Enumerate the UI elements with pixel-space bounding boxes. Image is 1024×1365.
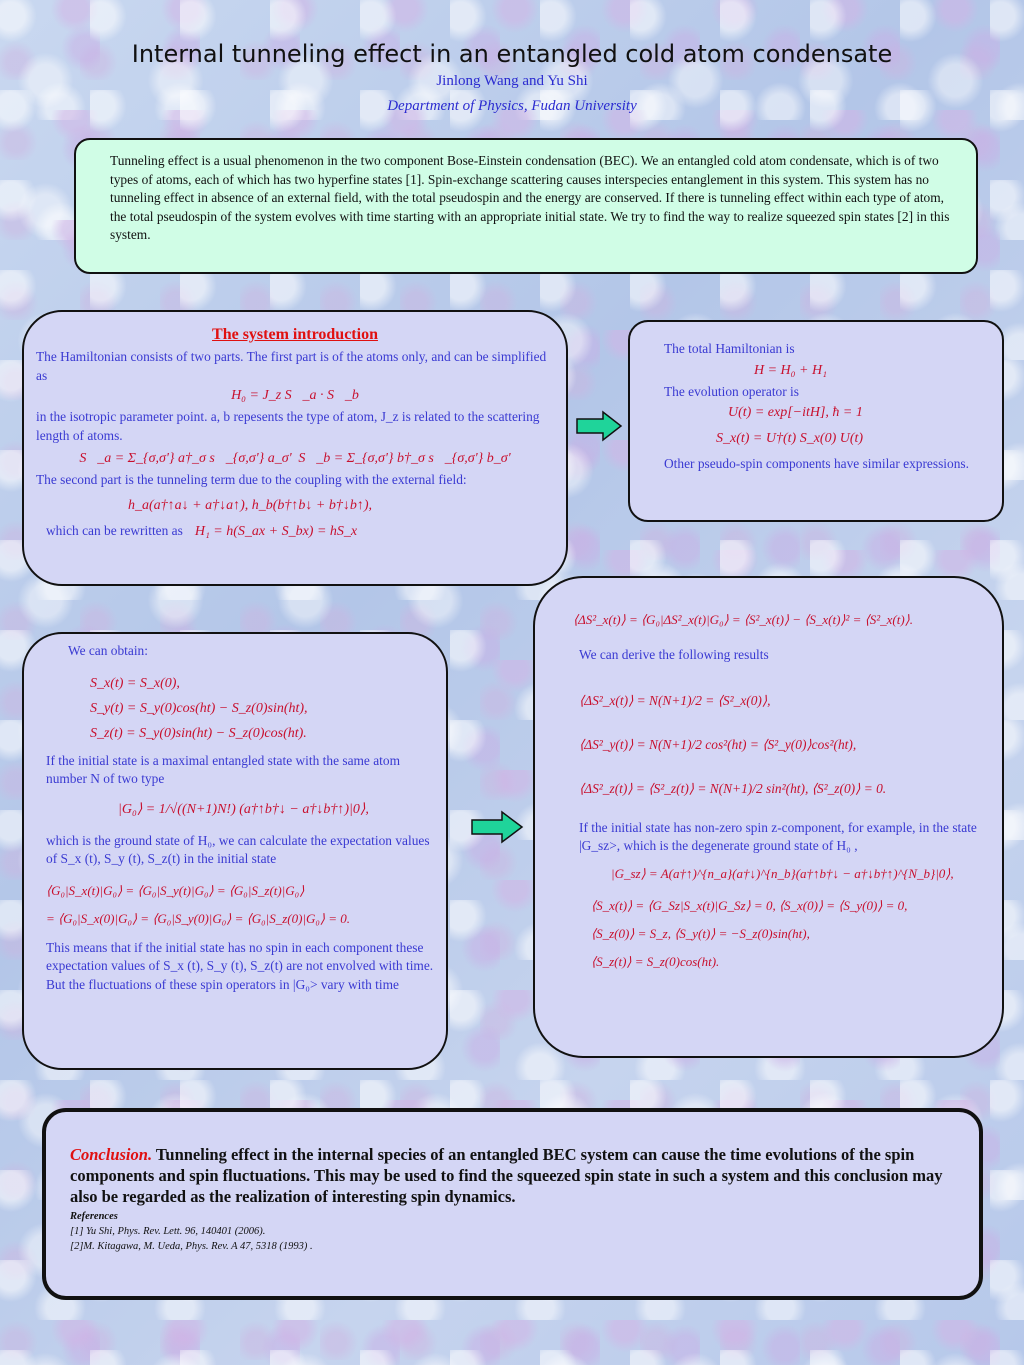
equation-dsy: ⟨ΔS²_y(t)⟩ = N(N+1)/2 cos²(ht) = ⟨S²_y(0)⟩cos²(ht),	[579, 736, 857, 752]
equation-dsz: ⟨ΔS²_z(t)⟩ = ⟨S²_z(t)⟩ = N(N+1)/2 sin²(ht), ⟨S²_z(0)⟩ = 0.	[579, 780, 887, 796]
equation-h1: H₁ = h(S_ax + S_bx) = hS_x	[194, 523, 358, 539]
equation-expectation-1: ⟨G₀|S_x(t)|G₀⟩ = ⟨G₀|S_y(t)|G₀⟩ = ⟨G₀|S_z(t)|G₀⟩	[46, 882, 305, 898]
reference-2: [2]M. Kitagawa, M. Ueda, Phys. Rev. A 47, 5318 (1993) .	[70, 1241, 313, 1252]
equation-szt: ⟨S_z(t)⟩ = S_z(0)cos(ht).	[591, 953, 720, 969]
equation-sb: S⃗_b = Σ_{σ,σ'} b†_σ s⃗_{σ,σ'} b_σ'	[298, 451, 511, 466]
intro-paragraph-3: The second part is the tunneling term due to the coupling with the external field:	[36, 472, 467, 487]
conclusion-text	[70, 1144, 955, 1207]
intro-paragraph-2: in the isotropic parameter point. a, b repesents the type of atom, J_z is related to the scattering length of atoms.	[36, 409, 540, 443]
section-heading: The system introduction	[212, 326, 378, 343]
abstract-panel	[74, 138, 978, 274]
equation-h: H = H₀ + H₁	[754, 362, 827, 378]
intro-paragraph-1: The Hamiltonian consists of two parts. The first part is of the atoms only, and can be simplified as	[36, 349, 547, 383]
references-heading: References	[70, 1211, 118, 1222]
equation-g0: |G₀⟩ = 1/√((N+1)N!) (a†↑b†↓ − a†↓b†↑)|0⟩,	[118, 801, 369, 817]
equation-h0: H₀ = J_z S⃗_a · S⃗_b	[231, 388, 359, 403]
equation-gsz: |G_sz⟩ = A(a†↑)^{n_a}(a†↓)^{n_b}(a†↑b†↓ − a†↓b†↑)^{N_b}|0⟩,	[611, 865, 954, 881]
derive-panel	[533, 576, 1004, 1058]
derive-paragraph-2: If the initial state has non-zero spin z-component, for example, in the state |G_sz>, which is the degenerate ground state of H₀ ,	[579, 819, 977, 853]
equation-sx-gsz: ⟨S_x(t)⟩ = ⟨G_Sz|S_x(t)|G_Sz⟩ = 0, ⟨S_x(0)⟩ = ⟨S_y(0)⟩ = 0,	[591, 897, 908, 913]
equation-expectation-2: = ⟨G₀|S_x(0)|G₀⟩ = ⟨G₀|S_y(0)|G₀⟩ = ⟨G₀|S_z(0)|G₀⟩ = 0.	[46, 910, 350, 926]
conclusion-body: Tunneling effect in the internal species of an entangled BEC system can cause the time evolutions of the spin components and spin fluctuations. This may be used to find the squeezed spin state in such a system and this conclusion may also be regarded as the realization of interesting spin dynamics.	[70, 1145, 943, 1206]
equation-sa: S⃗_a = Σ_{σ,σ'} a†_σ s⃗_{σ,σ'} a_σ'	[79, 451, 292, 466]
system-intro-panel	[22, 310, 568, 586]
obtain-paragraph-2: If the initial state is a maximal entangled state with the same atom number N of two type	[46, 752, 401, 786]
obtain-paragraph-3: which is the ground state of H₀, we can calculate the expectation values of S_x (t), S_y (t), S_z(t) in the initial state	[46, 832, 430, 866]
equation-ha: h_a(a†↑a↓ + a†↓a↑), h_b(b†↑b↓ + b†↓b↑),	[128, 497, 373, 513]
equation-fluctuation: ⟨ΔS²_x(t)⟩ = ⟨G₀|ΔS²_x(t)|G₀⟩ = ⟨S²_x(t)⟩ − ⟨S_x(t)⟩² = ⟨S²_x(t)⟩.	[573, 612, 913, 627]
equation-sx: S_x(t) = U†(t) S_x(0) U(t)	[716, 431, 864, 446]
equation-dsx: ⟨ΔS²_x(t)⟩ = N(N+1)/2 = ⟨S²_x(0)⟩,	[579, 692, 771, 708]
ham-paragraph-2: The evolution operator is	[664, 383, 799, 399]
equation-u: U(t) = exp[−itH], ħ = 1	[728, 405, 863, 420]
equation-sy-t: S_y(t) = S_y(0)cos(ht) − S_z(0)sin(ht),	[90, 700, 308, 716]
obtain-paragraph-4: This means that if the initial state has no spin in each component these expectation values of S_x (t), S_y (t), S_z(t) are not envolved with time. But the fluctuations of these spin operators in |G₀> vary with time	[46, 939, 434, 992]
arrow-right-icon	[575, 410, 623, 442]
hamiltonian-panel	[628, 320, 1004, 522]
equation-sx-t: S_x(t) = S_x(0),	[90, 675, 180, 691]
abstract-text: Tunneling effect is a usual phenomenon in the two component Bose-Einstein condensation (BEC). We an entangled cold atom condensate, which is of two types of atoms, each of which has two hyperfine states [1]. Spin-exchange scattering causes interspecies entanglement in this system. This system has no tunneling effect in absence of an external field, with the total pseudospin and the energy are conserved. If there is tunneling effect within each type of atom, the total pseudospin of the system evolves with time starting with an appropriate initial state. We try to find the way to realize squeezed spin states [2] in this system.	[110, 153, 950, 242]
equation-sz-t: S_z(t) = S_y(0)sin(ht) − S_z(0)cos(ht).	[90, 725, 307, 741]
department: Department of Physics, Fudan University	[387, 98, 637, 114]
intro-paragraph-4: which can be rewritten as	[46, 522, 183, 538]
conclusion-panel	[42, 1108, 983, 1300]
obtain-panel	[22, 632, 448, 1070]
equation-sz0: ⟨S_z(0)⟩ = S_z, ⟨S_y(t)⟩ = −S_z(0)sin(ht),	[591, 925, 810, 941]
ham-paragraph-1: The total Hamiltonian is	[664, 341, 795, 356]
poster-title: Internal tunneling effect in an entangled cold atom condensate	[131, 40, 893, 68]
arrow-right-icon	[470, 810, 524, 844]
authors: Jinlong Wang and Yu Shi	[436, 73, 588, 89]
conclusion-label: Conclusion.	[70, 1145, 153, 1164]
reference-1: [1] Yu Shi, Phys. Rev. Lett. 96, 140401 (2006).	[70, 1226, 266, 1237]
derive-paragraph-1: We can derive the following results	[579, 647, 769, 662]
obtain-paragraph-1: We can obtain:	[68, 643, 148, 658]
ham-paragraph-3: Other pseudo-spin components have similar expressions.	[664, 456, 969, 471]
